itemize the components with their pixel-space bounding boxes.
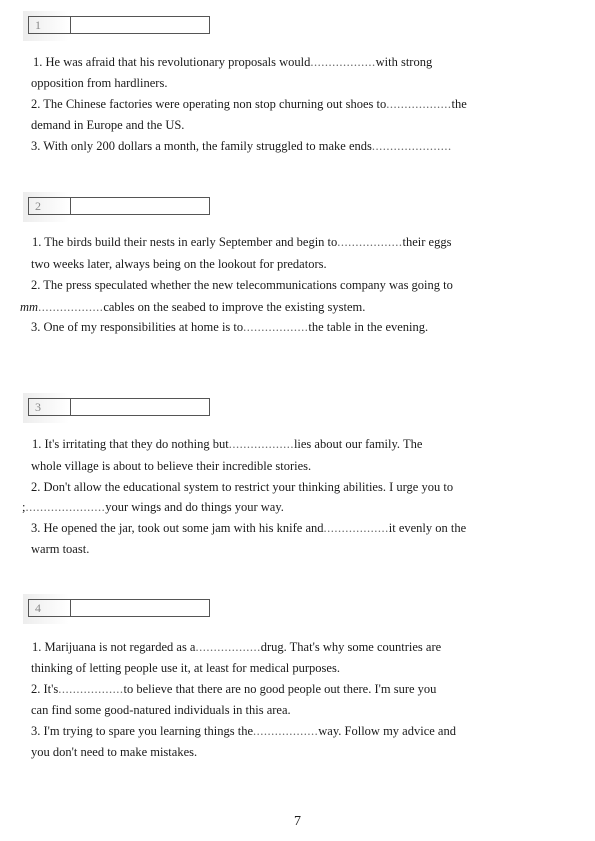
exercise-number: 3 (29, 399, 71, 415)
sentence-text: the table in the evening. (308, 320, 429, 334)
sentence-text: 2. It's (31, 682, 59, 696)
sentence-text: with strong (375, 55, 433, 69)
blank-gap[interactable]: .................. (310, 55, 376, 69)
sentence-text: 3. I'm trying to spare you learning things the (31, 724, 254, 738)
sentence-text: opposition from hardliners. (31, 76, 168, 90)
blank-gap[interactable]: .................. (228, 437, 294, 451)
blank-gap[interactable]: .................. (195, 640, 261, 654)
sentence-text: lies about our family. The (293, 437, 423, 451)
sentence-text: cables on the seabed to improve the existing system. (103, 300, 366, 314)
exercise-number: 1 (29, 17, 71, 33)
sentence-text: your wings and do things your way. (105, 500, 284, 514)
sentence-text: 1. It's irritating that they do nothing but (32, 437, 229, 451)
sentence-text: 3. He opened the jar, took out some jam with his knife and (31, 521, 324, 535)
sentence-text: two weeks later, always being on the lookout for predators. (31, 257, 327, 271)
answer-box[interactable] (71, 399, 209, 415)
stray-mark: ; (22, 500, 26, 514)
sentence-text: 1. Marijuana is not regarded as a (32, 640, 196, 654)
sentence-text: to believe that there are no good people out there. I'm sure you (123, 682, 437, 696)
blank-gap[interactable]: ...................... (25, 500, 106, 514)
sentence-text: 1. He was afraid that his revolutionary proposals would (33, 55, 311, 69)
answer-box[interactable] (71, 198, 209, 214)
sentence-text: thinking of letting people use it, at least for medical purposes. (31, 661, 340, 675)
blank-gap[interactable]: .................. (323, 521, 389, 535)
answer-box[interactable] (71, 600, 209, 616)
exercise-header-box (28, 398, 210, 416)
page-number: 7 (294, 814, 301, 829)
sentence-text: drug. That's why some countries are (260, 640, 442, 654)
exercise-number: 2 (29, 198, 71, 214)
answer-box[interactable] (71, 17, 209, 33)
sentence-text: 2. The Chinese factories were operating non stop churning out shoes to (31, 97, 387, 111)
sentence-text: 2. The press speculated whether the new telecommunications company was going to (31, 278, 453, 292)
sentence-text: 2. Don't allow the educational system to restrict your thinking abilities. I urge you to (31, 480, 454, 494)
blank-gap[interactable]: .................. (337, 235, 403, 249)
exercise-header-box (28, 197, 210, 215)
sentence-text: whole village is about to believe their incredible stories. (31, 459, 312, 473)
exercise-number: 4 (29, 600, 71, 616)
sentence-text: it evenly on the (388, 521, 467, 535)
sentence-text: demand in Europe and the US. (31, 118, 185, 132)
sentence-text: 3. With only 200 dollars a month, the family struggled to make ends (31, 139, 372, 153)
sentence-text: way. Follow my advice and (318, 724, 456, 738)
sentence-text: 1. The birds build their nests in early September and begin to (32, 235, 338, 249)
stray-mark: mm (20, 300, 39, 314)
exercise-header-box (28, 599, 210, 617)
sentence-text: can find some good-natured individuals in this area. (31, 703, 291, 717)
blank-gap[interactable]: .................. (243, 320, 309, 334)
blank-gap[interactable]: .................. (386, 97, 452, 111)
blank-gap[interactable]: .................. (38, 300, 104, 314)
blank-gap[interactable]: .................. (253, 724, 319, 738)
sentence-text: 3. One of my responsibilities at home is to (31, 320, 244, 334)
blank-gap[interactable]: ...................... (371, 139, 452, 153)
sentence-text: their eggs (402, 235, 452, 249)
blank-gap[interactable]: .................. (58, 682, 124, 696)
sentence-text: you don't need to make mistakes. (31, 745, 198, 759)
sentence-text: the (451, 97, 467, 111)
sentence-text: warm toast. (31, 542, 90, 556)
exercise-header-box (28, 16, 210, 34)
